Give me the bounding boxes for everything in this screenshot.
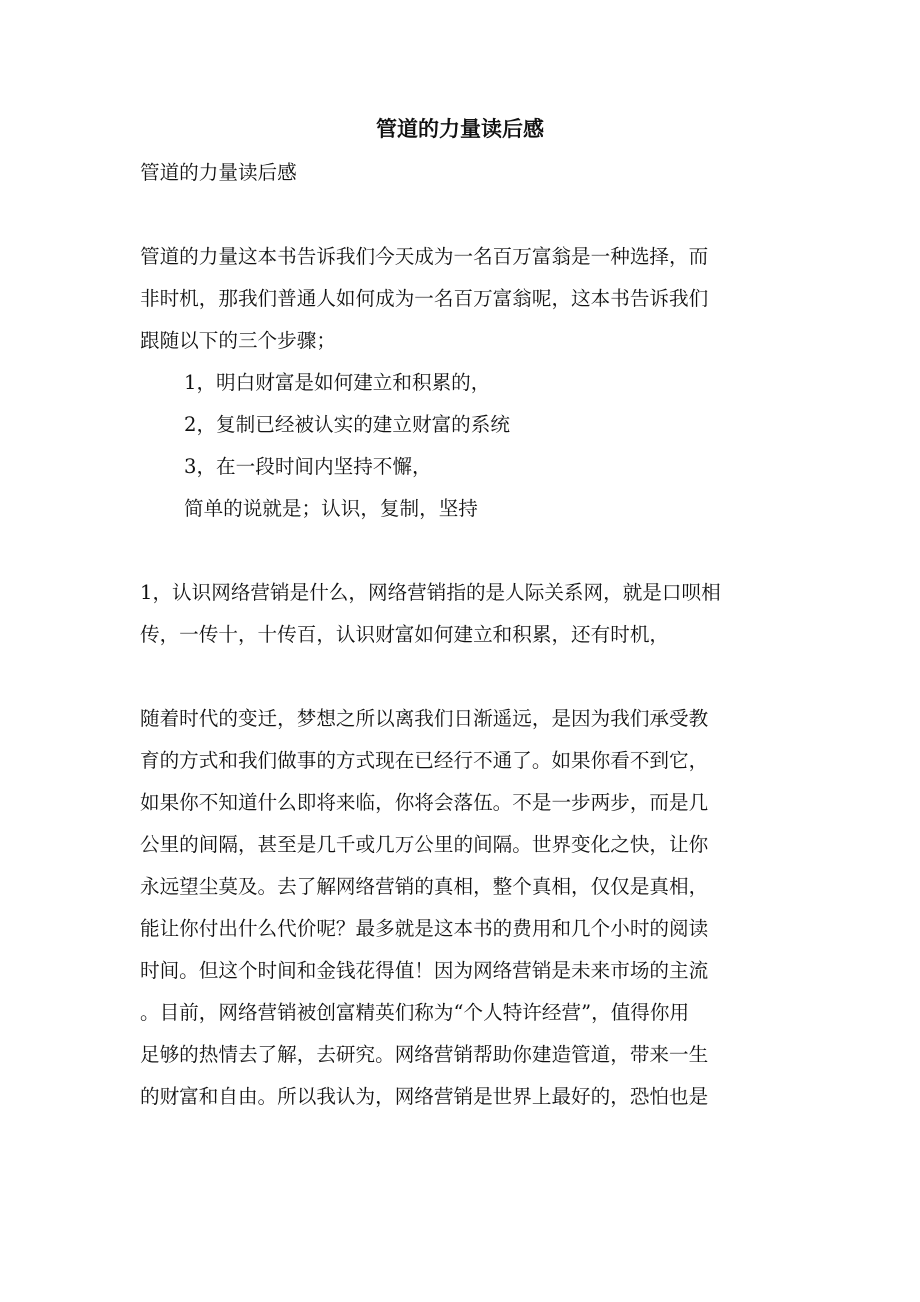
section2-line: 如果你不知道什么即将来临，你将会落伍。不是一步两步，而是几	[140, 791, 709, 814]
section2-line: 的财富和自由。所以我认为，网络营销是世界上最好的，恐怕也是	[140, 1085, 709, 1108]
step-item: 2，复制已经被认实的建立财富的系统	[184, 413, 510, 436]
step-item: 1，明白财富是如何建立和积累的，	[184, 371, 491, 394]
section2-line: 时间。但这个时间和金钱花得值！因为网络营销是未来市场的主流	[140, 959, 709, 982]
intro-line: 跟随以下的三个步骤；	[140, 329, 336, 352]
section2-line: 育的方式和我们做事的方式现在已经行不通了。如果你看不到它，	[140, 749, 709, 772]
document-subtitle: 管道的力量读后感	[140, 161, 297, 184]
section2-line: 永远望尘莫及。去了解网络营销的真相，整个真相，仅仅是真相，	[140, 875, 709, 898]
intro-line: 管道的力量这本书告诉我们今天成为一名百万富翁是一种选择，而	[140, 245, 709, 268]
step-summary: 简单的说就是；认识，复制，坚持	[184, 497, 478, 520]
section2-line: 能让你付出什么代价呢？最多就是这本书的费用和几个小时的阅读	[140, 917, 709, 940]
intro-line: 非时机，那我们普通人如何成为一名百万富翁呢，这本书告诉我们	[140, 287, 709, 310]
section2-line: 随着时代的变迁，梦想之所以离我们日渐遥远，是因为我们承受教	[140, 707, 709, 730]
section2-line: 公里的间隔，甚至是几千或几万公里的间隔。世界变化之快，让你	[140, 833, 709, 856]
section1-line: 1，认识网络营销是什么，网络营销指的是人际关系网，就是口呗相	[140, 581, 721, 604]
step-item: 3，在一段时间内坚持不懈，	[184, 455, 432, 478]
section2-line: 。目前，网络营销被创富精英们称为“个人特许经营”，值得你用	[140, 1001, 690, 1024]
section2-line: 足够的热情去了解，去研究。网络营销帮助你建造管道，带来一生	[140, 1043, 709, 1066]
document-title: 管道的力量读后感	[376, 116, 544, 141]
section1-line: 传，一传十，十传百，认识财富如何建立和积累，还有时机，	[140, 623, 670, 646]
